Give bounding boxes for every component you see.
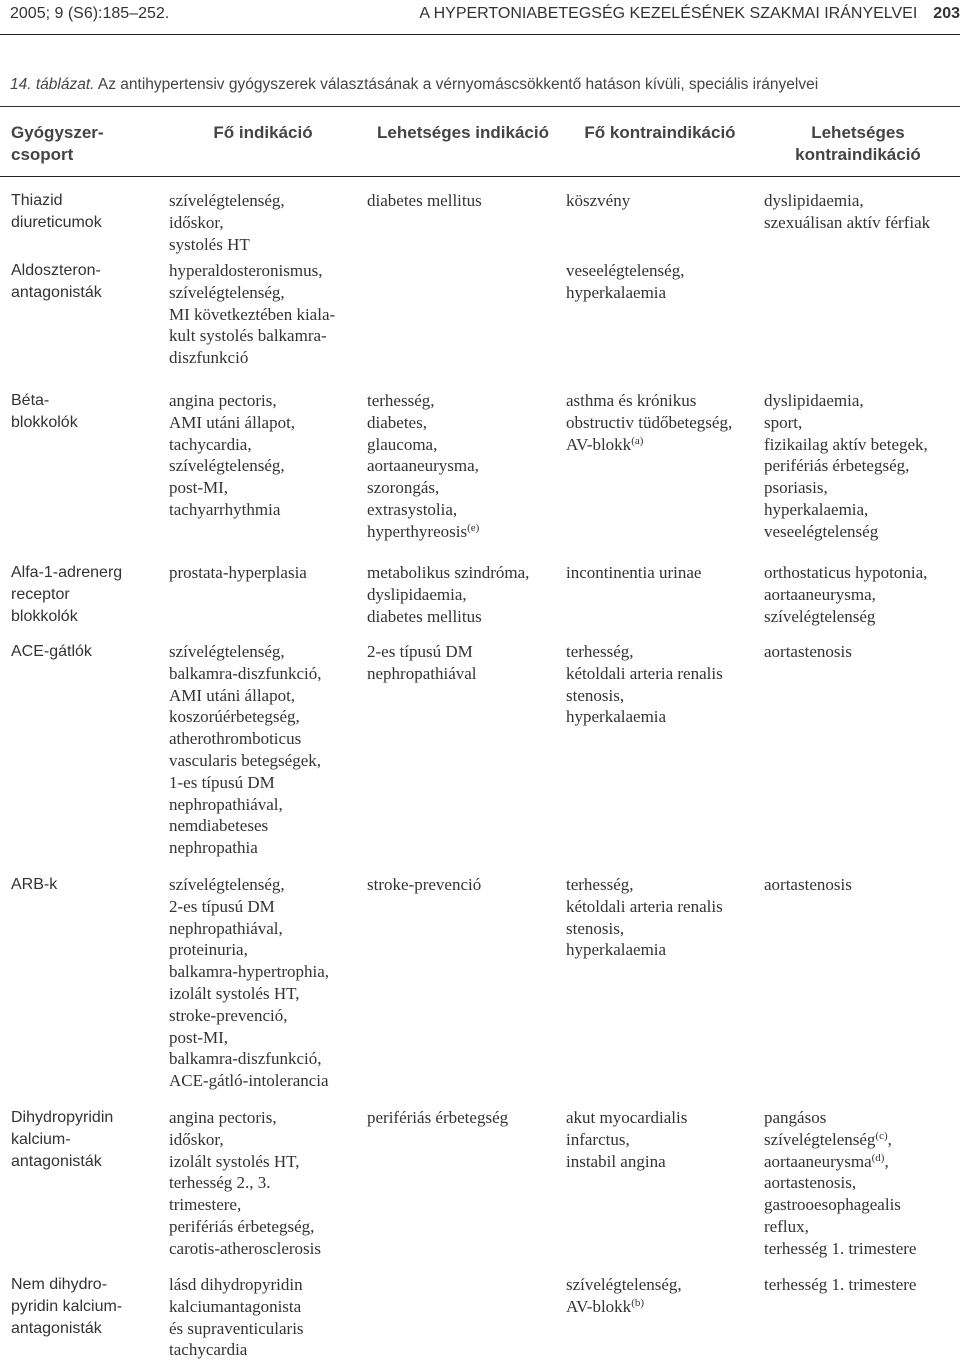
col-header-group: Gyógyszer- csoport: [11, 123, 104, 164]
footnote-ref: (c): [875, 1129, 888, 1142]
cell-drug-group: Béta- blokkolók: [11, 392, 78, 431]
page-header: [0, 0, 960, 30]
cell-text: ,: [887, 1129, 892, 1149]
cell-possible-contraindication: orthostaticus hypotonia, aortaaneurysma, szívelégtelenség: [764, 563, 928, 626]
col-header-possible-indication: Lehetséges indikáció: [377, 123, 549, 142]
caption-rule: [0, 106, 960, 107]
cell-text: szívelégtelenség: [764, 1129, 876, 1149]
drug-table: [0, 190, 960, 1364]
cell-main-indication: szívelégtelenség, időskor, systolés HT: [169, 191, 285, 254]
cell-text: ,: [884, 1151, 889, 1171]
cell-possible-contraindication: terhesség 1. trimestere: [764, 1275, 917, 1294]
cell-drug-group: Aldoszteron- antagonisták: [11, 262, 102, 301]
col-header-possible-contraindication: Lehetséges kontraindikáció: [795, 123, 921, 164]
cell-main-indication: szívelégtelenség, balkamra-diszfunkció, AMI utáni állapot, koszorúérbetegség, atherothromboticus vascularis betegségek, 1-es típusú DM nephropathiával, nemdiabeteses nephropathia: [169, 642, 322, 858]
cell-main-indication: szívelégtelenség, 2-es típusú DM nephropathiával, proteinuria, balkamra-hypertrophia, izolált systolés HT, stroke-prevenció, post-MI, balkamra-diszfunkció, ACE-gátló-intolerancia: [169, 875, 330, 1091]
cell-main-contraindication: köszvény: [566, 191, 631, 210]
table-row: [0, 190, 960, 260]
table-row: [0, 562, 960, 641]
table-row: [0, 1107, 960, 1274]
cell-possible-indication: perifériás érbetegség: [367, 1108, 509, 1127]
cell-text: szívelégtelenség, AV-blokk: [566, 1275, 682, 1316]
cell-text: terhesség, diabetes, glaucoma, aortaaneurysma, szorongás, extrasystolia, hyperthyreosis: [367, 391, 479, 541]
cell-main-contraindication: [566, 1274, 761, 1318]
cell-main-contraindication: [566, 390, 761, 455]
footnote-ref: (e): [467, 521, 480, 534]
cell-main-indication: angina pectoris, AMI utáni állapot, tachycardia, szívelégtelenség, post-MI, tachyarrhythmia: [169, 391, 296, 519]
table-title: Az antihypertensiv gyógyszerek választásának a vérnyomáscsökkentő hatáson kívüli, speciális irányelvei: [97, 76, 819, 93]
table-row: [0, 874, 960, 1107]
footnote-ref: (a): [631, 434, 644, 447]
running-title: A HYPERTONIABETEGSÉG KEZELÉSÉNEK SZAKMAI IRÁNYELVEI: [419, 5, 918, 22]
cell-possible-contraindication: dyslipidaemia, szexuálisan aktív férfiak: [764, 191, 931, 232]
cell-possible-contraindication: aortastenosis: [764, 875, 852, 894]
table-row: [0, 260, 960, 390]
cell-drug-group: Nem dihydro- pyridin kalcium- antagonisták: [11, 1276, 123, 1337]
cell-possible-contraindication: aortastenosis: [764, 642, 852, 661]
cell-drug-group: Dihydropyridin kalcium- antagonisták: [11, 1109, 114, 1170]
cell-main-contraindication: terhesség, kétoldali arteria renalis stenosis, hyperkalaemia: [566, 875, 723, 960]
cell-possible-indication: metabolikus szindróma, dyslipidaemia, diabetes mellitus: [367, 563, 530, 626]
page-number: 203: [933, 5, 960, 22]
table-caption: [10, 76, 960, 94]
cell-main-contraindication: akut myocardialis infarctus, instabil angina: [566, 1108, 688, 1171]
cell-drug-group: Alfa-1-adrenerg receptor blokkolók: [11, 564, 123, 625]
table-row: [0, 390, 960, 562]
cell-drug-group: ACE-gátlók: [11, 643, 92, 660]
cell-main-indication: lásd dihydropyridin kalciumantagonista és supraventicularis tachycardia: [169, 1275, 304, 1360]
cell-drug-group: ARB-k: [11, 876, 58, 893]
journal-citation: 2005; 9 (S6):185–252.: [10, 5, 170, 22]
cell-main-contraindication: veseelégtelenség, hyperkalaemia: [566, 261, 685, 302]
cell-main-indication: prostata-hyperplasia: [169, 563, 307, 582]
cell-possible-indication: stroke-prevenció: [367, 875, 482, 894]
cell-text: aortastenosis, gastrooesophagealis reflux, terhesség 1. trimestere: [764, 1173, 917, 1258]
cell-possible-contraindication: [764, 1107, 960, 1260]
col-header-main-indication: Fő indikáció: [213, 123, 313, 142]
cell-main-indication: hyperaldosteronismus, szívelégtelenség, MI következtében kiala- kult systolés balkamra- diszfunkció: [169, 261, 336, 368]
cell-possible-indication: diabetes mellitus: [367, 191, 482, 210]
table-number: 14. táblázat.: [10, 76, 95, 93]
cell-main-contraindication: incontinentia urinae: [566, 563, 702, 582]
header-rule: [0, 34, 960, 35]
cell-text: asthma és krónikus obstructiv tüdőbetegség, AV-blokk: [566, 391, 733, 454]
cell-text: pangásos: [764, 1108, 827, 1127]
cell-main-contraindication: terhesség, kétoldali arteria renalis stenosis, hyperkalaemia: [566, 642, 723, 727]
cell-possible-indication: [367, 390, 562, 543]
table-row: [0, 1274, 960, 1364]
footnote-ref: (d): [871, 1151, 885, 1164]
cell-possible-indication: 2-es típusú DM nephropathiával: [367, 642, 477, 683]
col-header-main-contraindication: Fő kontraindikáció: [584, 123, 736, 142]
cell-text: aortaaneurysma: [764, 1151, 872, 1171]
cell-possible-contraindication: dyslipidaemia, sport, fizikailag aktív betegek, perifériás érbetegség, psoriasis, hyperkalaemia, veseelégtelenség: [764, 391, 928, 541]
cell-drug-group: Thiazid diureticumok: [11, 192, 102, 231]
table-row: [0, 641, 960, 874]
footnote-ref: (b): [631, 1296, 645, 1309]
cell-main-indication: angina pectoris, időskor, izolált systolés HT, terhesség 2., 3. trimestere, perifériás érbetegség, carotis-atherosclerosis: [169, 1108, 321, 1258]
running-header: [419, 5, 960, 23]
header-bottom-rule: [0, 176, 960, 177]
